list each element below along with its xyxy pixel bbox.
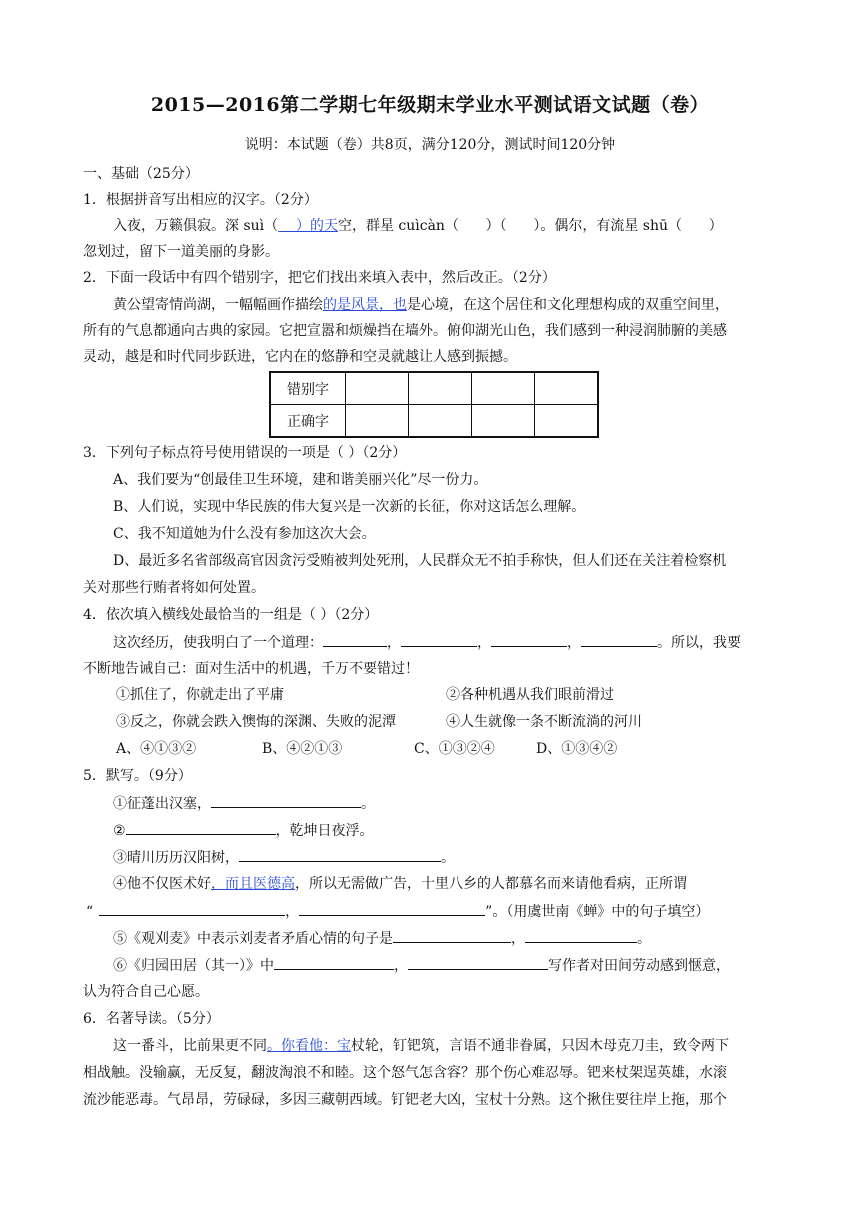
question-1-stem: 1．根据拼音写出相应的汉字。（2分） [83,192,318,208]
q4-choice-d: D、①③④② [536,741,618,757]
q1-text-a: 入夜，万籁俱寂。深 suì（ [113,218,279,234]
fill-blank[interactable] [99,901,285,916]
fill-blank[interactable] [323,632,387,647]
table-cell[interactable] [472,372,535,405]
question-6-line-2: 相战触。没输赢，无反复，翻波淘浪不和睦。这个怒气怎含容？那个伤心难忍辱。钯来杖架逞英雄，水滚 [83,1065,727,1081]
q6-text-a: 这一番斗，比前果更不同 [113,1038,267,1054]
q5-item-2 [113,820,374,841]
table-cell[interactable] [535,372,599,405]
table-row [270,372,598,405]
q5-item-5-end: 。 [637,931,651,947]
fill-blank[interactable] [401,632,477,647]
q5-item-5-text: ⑤《观刈麦》中表示刘麦者矛盾心情的句子是 [113,931,393,947]
row-label-correct: 正确字 [270,405,346,438]
q5-item-4-comma: ， [285,904,300,920]
table-cell[interactable] [535,405,599,438]
q2-text-a: 黄公望寄情尚湖，一幅幅画作描绘 [113,297,323,313]
q5-item-4-line-1 [113,874,687,894]
question-5-stem: 5．默写。（9分） [83,768,192,784]
question-3-option-a: A、我们要为“创最佳卫生环境，建和谐美丽兴化”尽一份力。 [113,472,488,488]
q4-choice-c: C、①③②④ [414,741,495,757]
q2-text-b: 是心境，在这个居住和文化理想构成的双重空间里， [407,297,729,313]
table-cell[interactable] [409,405,472,438]
fill-blank[interactable] [211,793,361,808]
fill-blank[interactable] [299,901,485,916]
fill-blank[interactable] [525,928,637,943]
table-cell[interactable] [409,372,472,405]
question-6-line-3: 流沙能恶毒。气昂昂，劳碌碌，多因三藏朝西域。钉钯老大凶，宝杖十分熟。这个揪住要往岸上拖，那个 [83,1092,727,1108]
q5-item-1-end: 。 [361,796,375,812]
page-title: 2015—2016第二学期七年级期末学业水平测试语文试题（卷） [150,94,710,116]
question-3-option-c: C、我不知道她为什么没有参加这次大会。 [113,526,376,542]
section-heading-basics: 一、基础（25分） [83,166,199,182]
fill-blank[interactable] [581,632,657,647]
question-4-line-1 [113,632,741,653]
question-2-line-2: 所有的气息都通向古典的家园。它把宣嚣和烦燥挡在墙外。俯仰湖光山色，我们感到一种浸润肺腑的美感 [83,323,727,339]
question-3-option-b: B、人们说，实现中华民族的伟大复兴是一次新的长征，你对这话怎么理解。 [113,499,586,515]
q4-comma: ， [387,635,401,651]
fill-blank[interactable] [491,632,567,647]
table-cell[interactable] [472,405,535,438]
question-6-line-1 [113,1036,729,1056]
question-2-line-1 [113,295,729,315]
q4-comma: ， [477,635,491,651]
q2-hyperlink[interactable]: 的是风景，也 [323,297,407,313]
question-3-option-d-line-1: D、最近多名省部级高官因贪污受贿被判处死刑，人民群众无不拍手称快，但人们还在关注着检察机 [113,553,727,569]
row-label-wrong: 错别字 [270,372,346,405]
question-1-line-1 [113,216,723,236]
q4-text-end: 。所以，我要 [657,635,741,651]
question-2-line-3: 灵动，越是和时代同步跃进，它内在的悠静和空灵就越让人感到振撼。 [83,349,517,365]
q5-item-6-line-1 [113,955,730,976]
q5-item-6-text-b: 写作者对田间劳动感到惬意， [548,958,730,974]
q5-item-3-end: 。 [441,850,455,866]
question-3-stem: 3．下列句子标点符号使用错误的一项是（ ）（2分） [83,445,407,461]
q4-phrase-2: ②各种机遇从我们眼前滑过 [446,687,614,703]
q1-text-b: 空，群星 cuìcàn（ ）（ ）。偶尔，有流星 shū（ ） [337,218,723,234]
q4-choice-b: B、④②①③ [262,741,343,757]
q6-text-b: 杖轮，钉钯筑，言语不通非眷属，只因木母克刀圭，致令两下 [351,1038,729,1054]
fill-blank[interactable] [126,820,276,835]
q4-choice-a: A、④①③② [116,741,197,757]
q5-item-6-comma: ， [394,958,408,974]
table-cell[interactable] [346,405,409,438]
exam-instructions: 说明：本试题（卷）共8页，满分120分，测试时间120分钟 [244,137,616,153]
q4-comma: ， [567,635,581,651]
table-row [270,405,598,438]
q5-item-1 [113,793,375,814]
fill-blank[interactable] [393,928,511,943]
table-cell[interactable] [346,372,409,405]
q5-item-6-text: ⑥《归园田居（其一）》中 [113,958,274,974]
q5-item-4-line-2 [86,901,709,922]
q5-item-4-open-quote: “ [86,904,94,920]
question-2-stem: 2．下面一段话中有四个错别字，把它们找出来填入表中，然后改正。（2分） [83,270,556,286]
fill-blank[interactable] [408,955,548,970]
question-3-option-d-line-2: 关对那些行贿者将如何处置。 [83,580,265,596]
fill-blank[interactable] [239,847,441,862]
q4-phrase-4: ④人生就像一条不断流淌的河川 [446,714,642,730]
correction-table [269,371,599,438]
question-4-stem: 4．依次填入横线处最恰当的一组是（ ）（2分） [83,607,379,623]
q5-item-2-num: ② [113,823,126,839]
q1-hyperlink[interactable]: ）的天 [278,218,338,234]
question-6-stem: 6．名著导读。（5分） [83,1011,220,1027]
q4-phrase-3: ③反之，你就会跌入懊悔的深渊、失败的泥潭 [116,714,396,730]
q5-item-4-text-a: ④他不仅医术好 [113,876,211,892]
fill-blank[interactable] [274,955,394,970]
q4-text-a: 这次经历，使我明白了一个道理： [113,635,323,651]
q5-item-5 [113,928,651,949]
q5-item-4-text-b: ，所以无需做广告，十里八乡的人都慕名而来请他看病，正所谓 [295,876,687,892]
q4-phrase-1: ①抓住了，你就走出了平庸 [116,687,284,703]
q5-item-3 [113,847,455,868]
q5-hyperlink[interactable]: ，而且医德高 [211,876,295,892]
q5-item-2-text: ，乾坤日夜浮。 [275,823,374,839]
q5-item-4-end: ”。（用虞世南《蝉》中的句子填空） [485,904,710,920]
question-1-line-2: 忽划过，留下一道美丽的身影。 [83,244,279,260]
question-4-line-2: 不断地告诫自己：面对生活中的机遇，千万不要错过！ [83,661,419,677]
q5-item-1-text: ①征蓬出汉塞， [113,796,211,812]
q5-item-5-comma: ， [511,931,525,947]
q6-hyperlink[interactable]: 。你看他：宝 [267,1038,351,1054]
q5-item-3-text: ③晴川历历汉阳树， [113,850,239,866]
q5-item-6-line-2: 认为符合自己心愿。 [83,984,209,1000]
